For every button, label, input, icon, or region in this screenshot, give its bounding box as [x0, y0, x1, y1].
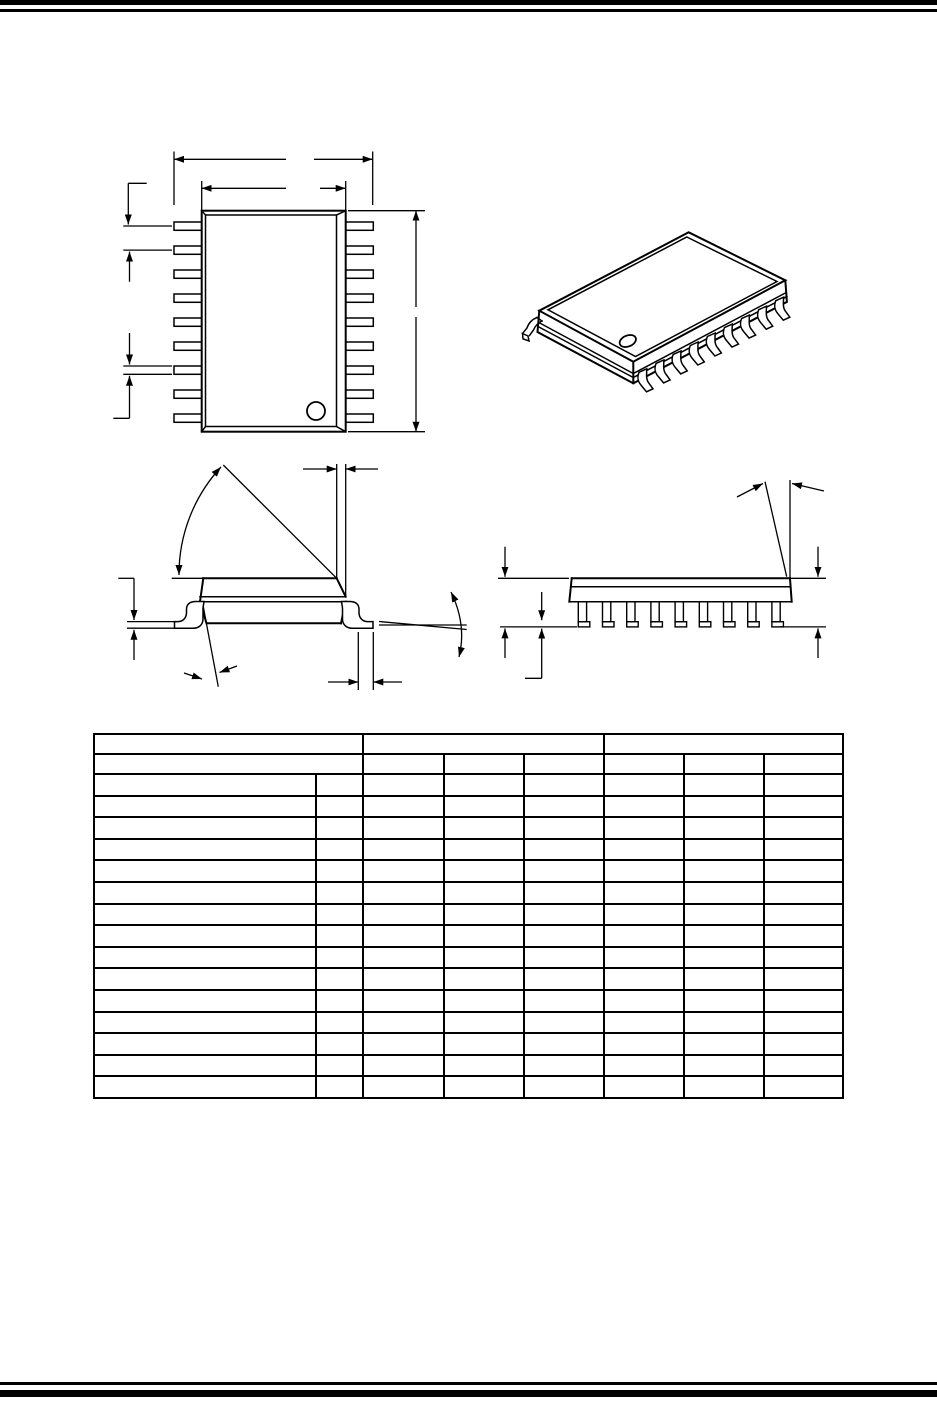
mold-draft-angle-top-dimension [172, 465, 337, 578]
dimension-value-cell [764, 904, 843, 926]
dimension-value-cell [684, 1055, 764, 1077]
dimension-value-cell [684, 839, 764, 861]
dimension-value-cell [684, 1033, 764, 1055]
nom-header-cell-mm [684, 754, 764, 774]
rect-shape [724, 622, 736, 627]
lead-pitch-dimension [123, 183, 172, 281]
standoff-dimension [525, 592, 542, 678]
use-shape [723, 324, 738, 347]
table-row [94, 796, 843, 818]
dimension-value-cell [684, 796, 764, 818]
line-shape [792, 484, 824, 492]
dimension-value-cell [764, 1055, 843, 1077]
dimension-value-cell [524, 947, 604, 969]
rect-shape [346, 414, 374, 422]
dimension-value-cell [363, 990, 444, 1012]
dimension-value-cell [444, 882, 524, 904]
dimension-value-cell [764, 1076, 843, 1098]
dimension-value-cell [363, 796, 444, 818]
dimension-value-cell [524, 925, 604, 947]
dimension-value-cell [363, 1012, 444, 1034]
table-row [94, 1033, 843, 1055]
dimension-value-cell [363, 860, 444, 882]
dimension-value-cell [444, 774, 524, 796]
table-row [94, 860, 843, 882]
line-shape [569, 578, 571, 601]
line-shape [223, 465, 336, 578]
rect-shape [699, 602, 707, 622]
dimension-value-cell [363, 925, 444, 947]
rect-shape [346, 366, 374, 374]
rect-shape [675, 602, 683, 622]
min-header-cell-mm [604, 754, 684, 774]
rect-shape [772, 622, 784, 627]
dimension-value-cell [363, 882, 444, 904]
line-shape [538, 327, 633, 378]
rect-shape [174, 342, 202, 350]
dimension-symbol-cell [316, 1033, 363, 1055]
rect-shape [346, 390, 374, 398]
path-shape [179, 467, 221, 575]
use-shape [672, 351, 687, 374]
dimension-value-cell [684, 1076, 764, 1098]
dimension-value-cell [604, 839, 684, 861]
dimension-symbol-cell [316, 774, 363, 796]
rect-shape [748, 602, 756, 622]
table-row [94, 882, 843, 904]
rect-shape [346, 270, 374, 278]
dimension-value-cell [444, 860, 524, 882]
dimension-limits-header-cell [94, 754, 363, 774]
rect-shape [174, 222, 202, 230]
dimension-label-cell [94, 860, 316, 882]
polygon-shape [548, 237, 777, 357]
dimension-table [93, 733, 844, 1099]
dimension-symbol-cell [316, 968, 363, 990]
dimension-value-cell [524, 1033, 604, 1055]
lead-width-dimension [113, 333, 172, 418]
dimension-value-cell [764, 817, 843, 839]
table-row [94, 904, 843, 926]
foot-length-dimension [328, 632, 402, 690]
line-shape [203, 607, 218, 687]
dimension-value-cell [764, 1012, 843, 1034]
foot-angle-dimension [379, 592, 467, 657]
line-shape [200, 578, 203, 601]
dimension-value-cell [363, 904, 444, 926]
rect-shape [699, 622, 711, 627]
dimension-symbol-cell [316, 925, 363, 947]
dimension-label-cell [94, 947, 316, 969]
dimension-value-cell [444, 1055, 524, 1077]
dimension-symbol-cell [316, 817, 363, 839]
pin1-dot [618, 333, 638, 350]
dimension-value-cell [444, 925, 524, 947]
dimension-label-cell [94, 1076, 316, 1098]
end-view-body [200, 578, 346, 623]
body-width-dimension [202, 181, 346, 210]
rect-shape [174, 246, 202, 254]
use-shape [689, 342, 704, 365]
rect-shape [206, 215, 337, 427]
path-shape [523, 318, 538, 334]
dimension-value-cell [684, 968, 764, 990]
rect-shape [603, 622, 615, 627]
dimension-value-cell [764, 839, 843, 861]
table-row [94, 1076, 843, 1098]
dimension-symbol-cell [316, 1012, 363, 1034]
dimension-value-cell [444, 947, 524, 969]
max-header-cell [524, 754, 604, 774]
line-shape [220, 666, 238, 673]
end-view-left-lead [175, 602, 205, 629]
line-shape [765, 482, 787, 577]
dimension-value-cell [444, 796, 524, 818]
dimension-symbol-cell [316, 1055, 363, 1077]
dimension-label-cell [94, 1055, 316, 1077]
rect-shape [748, 622, 760, 627]
chamfer-dimension [303, 464, 378, 597]
dimension-label-cell [94, 774, 316, 796]
line-shape [633, 293, 786, 374]
package-isometric-view [523, 232, 790, 391]
dimension-symbol-cell [316, 990, 363, 1012]
dimension-value-cell [444, 839, 524, 861]
min-header-cell [363, 754, 444, 774]
table-row [94, 925, 843, 947]
dimension-label-cell [94, 1033, 316, 1055]
dimension-value-cell [684, 860, 764, 882]
use-shape [706, 333, 721, 356]
use-shape [638, 369, 653, 392]
dimension-value-cell [524, 904, 604, 926]
rect-shape [346, 222, 374, 230]
dimension-value-cell [604, 968, 684, 990]
dimension-value-cell [604, 1012, 684, 1034]
dimension-symbol-cell [316, 947, 363, 969]
dimension-value-cell [764, 860, 843, 882]
dimension-value-cell [684, 774, 764, 796]
rect-shape [346, 246, 374, 254]
table-row [94, 968, 843, 990]
dimension-value-cell [764, 947, 843, 969]
rect-shape [578, 602, 586, 622]
iso-front-leads [638, 297, 790, 392]
side-view-leads [578, 602, 783, 627]
table-row [94, 817, 843, 839]
dimension-value-cell [444, 1033, 524, 1055]
dimension-value-cell [684, 1012, 764, 1034]
rect-shape [346, 342, 374, 350]
pin1-indicator-circle [307, 402, 325, 420]
dimension-value-cell [764, 796, 843, 818]
path-shape [523, 334, 530, 342]
dimension-label-cell [94, 925, 316, 947]
overall-width-dimension [174, 152, 373, 206]
dimension-value-cell [684, 882, 764, 904]
dimension-value-cell [444, 904, 524, 926]
dimension-value-cell [363, 1033, 444, 1055]
side-draft-angle-dimension [737, 480, 824, 578]
dimension-label-cell [94, 817, 316, 839]
package-end-view [118, 464, 466, 690]
dimension-value-cell [764, 882, 843, 904]
table-row [94, 839, 843, 861]
rect-shape [346, 294, 374, 302]
dimension-value-cell [604, 774, 684, 796]
dimension-value-cell [524, 774, 604, 796]
rect-shape [724, 602, 732, 622]
dimension-value-cell [764, 925, 843, 947]
rect-shape [346, 318, 374, 326]
dimension-value-cell [604, 860, 684, 882]
dimension-value-cell [684, 990, 764, 1012]
table-row [94, 990, 843, 1012]
dimension-value-cell [524, 839, 604, 861]
line-shape [790, 578, 792, 601]
rect-shape [174, 270, 202, 278]
dimension-value-cell [604, 1033, 684, 1055]
dimension-symbol-cell [316, 839, 363, 861]
dimension-value-cell [444, 817, 524, 839]
dimension-symbol-cell [316, 860, 363, 882]
rect-shape [675, 622, 687, 627]
dimension-value-cell [363, 947, 444, 969]
dimension-symbol-cell [316, 796, 363, 818]
dimension-value-cell [524, 1055, 604, 1077]
dimension-value-cell [764, 1033, 843, 1055]
dimension-value-cell [524, 796, 604, 818]
dimension-value-cell [604, 925, 684, 947]
top-view-body [202, 211, 346, 432]
line-shape [737, 484, 763, 498]
dimension-label-cell [94, 1012, 316, 1034]
rect-shape [651, 602, 659, 622]
inches-header-cell [363, 734, 604, 754]
dimension-value-cell [524, 817, 604, 839]
package-side-view [498, 480, 826, 678]
overall-height-dimension [498, 547, 577, 658]
dimension-value-cell [363, 817, 444, 839]
rect-shape [627, 602, 635, 622]
dimension-value-cell [684, 817, 764, 839]
dimension-value-cell [524, 968, 604, 990]
dimension-symbol-cell [316, 1076, 363, 1098]
table-row [94, 774, 843, 796]
rect-shape [578, 622, 590, 627]
dimension-label-cell [94, 882, 316, 904]
dimension-value-cell [684, 904, 764, 926]
rect-shape [772, 602, 780, 622]
dimension-value-cell [524, 882, 604, 904]
dimension-value-cell [444, 990, 524, 1012]
rect-shape [174, 318, 202, 326]
line-shape [337, 578, 346, 596]
dimension-value-cell [363, 774, 444, 796]
end-view-right-lead [342, 602, 374, 629]
units-header-cell [94, 734, 363, 754]
top-view-leads-left [174, 222, 202, 422]
dimension-value-cell [604, 947, 684, 969]
table-header-row-limits [94, 754, 843, 774]
dimension-label-cell [94, 904, 316, 926]
dimension-value-cell [444, 1012, 524, 1034]
use-shape [655, 360, 670, 383]
dimension-value-cell [444, 1076, 524, 1098]
dimension-value-cell [363, 1076, 444, 1098]
dimension-label-cell [94, 796, 316, 818]
dimension-value-cell [604, 817, 684, 839]
dimension-value-cell [764, 774, 843, 796]
nom-header-cell [444, 754, 524, 774]
dimension-value-cell [444, 968, 524, 990]
millimeters-header-cell [604, 734, 843, 754]
table-row [94, 947, 843, 969]
dimension-value-cell [524, 990, 604, 1012]
side-view-body [569, 578, 791, 601]
rect-shape [174, 294, 202, 302]
dimension-value-cell [684, 925, 764, 947]
package-top-view [113, 152, 425, 432]
dimension-value-cell [684, 947, 764, 969]
dimension-label-cell [94, 968, 316, 990]
dimension-value-cell [363, 968, 444, 990]
line-shape [184, 673, 202, 679]
rect-shape [174, 414, 202, 422]
dimension-value-cell [363, 1055, 444, 1077]
use-shape [740, 315, 755, 338]
rect-shape [174, 390, 202, 398]
dimension-value-cell [604, 882, 684, 904]
max-header-cell-mm [764, 754, 843, 774]
table-row [94, 1012, 843, 1034]
rect-shape [174, 366, 202, 374]
dimension-symbol-cell [316, 904, 363, 926]
table-header-row-units [94, 734, 843, 754]
table-row [94, 1055, 843, 1077]
dimension-value-cell [764, 990, 843, 1012]
dimension-value-cell [764, 968, 843, 990]
dimension-value-cell [524, 860, 604, 882]
dimension-value-cell [604, 796, 684, 818]
dimension-value-cell [604, 904, 684, 926]
dimension-label-cell [94, 839, 316, 861]
dimension-value-cell [524, 1012, 604, 1034]
dimension-label-cell [94, 990, 316, 1012]
dimension-value-cell [604, 1076, 684, 1098]
dimension-value-cell [363, 839, 444, 861]
top-view-leads-right [346, 222, 374, 422]
rect-shape [603, 602, 611, 622]
dimension-value-cell [604, 1055, 684, 1077]
rect-shape [202, 211, 346, 432]
dimension-symbol-cell [316, 882, 363, 904]
lead-thickness-dimension [118, 578, 174, 660]
dimension-value-cell [604, 990, 684, 1012]
dimension-value-cell [524, 1076, 604, 1098]
rect-shape [651, 622, 663, 627]
rect-shape [627, 622, 639, 627]
